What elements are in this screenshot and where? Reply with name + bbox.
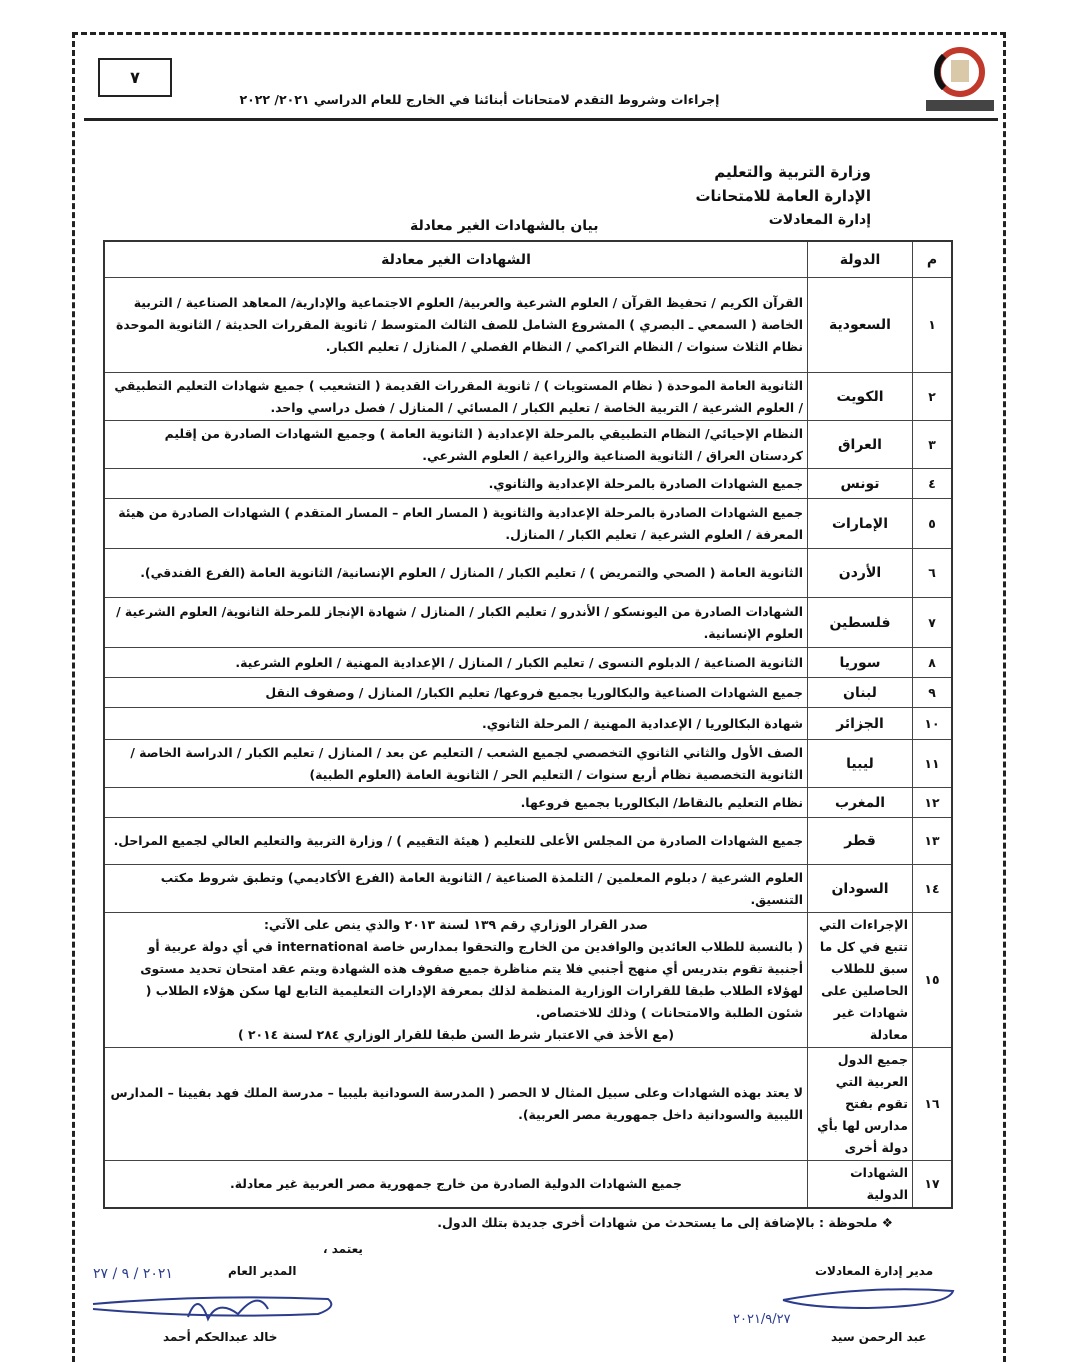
column-header-certificates: الشهادات الغير معادلة	[104, 241, 808, 278]
ministry-name: وزارة التربية والتعليم	[714, 163, 871, 181]
general-director-handwriting: ٢٠٢١ / ٩ / ٢٧	[93, 1266, 173, 1282]
certificate-text: ( بالنسبة للطلاب العائدين والوافدين من الخارج والتحقوا بمدارس خاصة international في أي دولة عربية أو أجنبية تقوم بتدريس أي منهج أجنبي فلا يتم مناظرة جميع صفوف هذه الشهادة ويتم عقد امتحان تحديد مستوى لهؤلاء الطلاب طبقا للقرارات الوزارية المنظمة لذلك بمعرفة الإدارات التعليمية التابع لها سكن هؤلاء الطلاب ( شئون الطلبة والامتحانات ) وذلك للاختصاص.	[140, 939, 803, 1020]
general-director-signature	[88, 1282, 338, 1328]
certificate-text: الثانوية العامة الموحدة ( نظام المستويات ) / ثانوية المقررات القديمة ( التشعيب ) جميع شهادات التعليم التطبيقي / العلوم الشرعية / التربية الخاصة / تعليم الكبار / المسائي / المنازل / فصل دراسي واحد.	[114, 377, 803, 415]
general-director-title: المدير العام	[228, 1264, 297, 1278]
row-country: الشهادات الدولية	[808, 1161, 913, 1209]
row-country: المغرب	[808, 788, 913, 818]
row-number: ١٥	[913, 913, 953, 1048]
ministry-logo	[922, 44, 998, 112]
equivalence-director-title: مدير إدارة المعادلات	[815, 1264, 934, 1278]
equivalence-department: إدارة المعادلات	[768, 212, 871, 228]
column-header-country: الدولة	[808, 241, 913, 278]
row-number: ٩	[913, 678, 953, 708]
table-row	[104, 708, 952, 740]
row-certificates	[104, 740, 808, 788]
general-director-name: خالد عبدالحكم أحمد	[163, 1330, 278, 1344]
footnote: ❖ ملحوظة : بالإضافة إلى ما يستحدث من شهادات أخرى جديدة بتلك الدول.	[437, 1215, 893, 1230]
row-number: ٥	[913, 499, 953, 549]
row-certificates	[104, 1161, 808, 1209]
certificate-text: الصف الأول والثاني الثانوي التخصصي لجميع الشعب / التعليم عن بعد / المنازل / تعليم الكبار / الدراسة الخاصة / الثانوية التخصصية نظام أربع سنوات / التعليم الحر / الثانوية العامة (العلوم الطبية)	[130, 744, 803, 782]
certificate-text: نظام التعليم بالنقاط/ البكالوريا بجميع فروعها.	[520, 794, 803, 810]
row-country: ليبيا	[808, 740, 913, 788]
equivalence-director-handwriting: ٢٠٢١/٩/٢٧	[733, 1312, 791, 1327]
statement-title: بيان بالشهادات الغير معادلة	[410, 218, 599, 234]
table-row	[104, 278, 952, 373]
certificate-text: (مع الأخذ في الاعتبار شرط السن طبقا للقرار الوزاري ٢٨٤ لسنة ٢٠١٤ )	[237, 1027, 675, 1042]
table-row	[104, 598, 952, 648]
row-country: فلسطين	[808, 598, 913, 648]
row-country: الكويت	[808, 373, 913, 421]
table-row	[104, 1048, 952, 1161]
row-country: جميع الدول العربية التي تقوم بفتح مدارس لها بأي دولة أخرى	[808, 1048, 913, 1161]
row-number: ١٢	[913, 788, 953, 818]
row-certificates	[104, 278, 808, 373]
row-number: ١٣	[913, 818, 953, 865]
table-row	[104, 469, 952, 499]
table-row	[104, 788, 952, 818]
non-equivalent-certificates-table	[103, 240, 953, 1209]
row-number: ٧	[913, 598, 953, 648]
row-number: ٤	[913, 469, 953, 499]
table-row	[104, 499, 952, 549]
document-body	[93, 240, 953, 1358]
row-certificates	[104, 1048, 808, 1161]
row-certificates	[104, 818, 808, 865]
general-administration: الإدارة العامة للامتحانات	[695, 187, 871, 205]
certificate-text: الثانوية العامة ( الصحي والتمريض ) / تعليم الكبار / المنازل / العلوم الإنسانية/ الثانوية العامة (الفرع الفندقي).	[140, 565, 803, 580]
row-number: ٦	[913, 549, 953, 598]
row-certificates	[104, 469, 808, 499]
row-number: ١١	[913, 740, 953, 788]
row-country: سوريا	[808, 648, 913, 678]
table-row	[104, 1161, 952, 1209]
row-country: الجزائر	[808, 708, 913, 740]
certificate-text: صدر القرار الوزاري رقم ١٣٩ لسنة ٢٠١٣ والذي ينص على الآتي:	[263, 917, 649, 932]
table-row	[104, 373, 952, 421]
table-header-row	[104, 241, 952, 278]
table-row	[104, 913, 952, 1048]
row-certificates	[104, 421, 808, 469]
table-row	[104, 818, 952, 865]
table-row	[104, 865, 952, 913]
table-row	[104, 549, 952, 598]
row-country: الإجراءات التي تتبع في كل ما سبق للطلاب الحاصلين على شهادات غير معادلة	[808, 913, 913, 1048]
row-number: ١	[913, 278, 953, 373]
row-country: العراق	[808, 421, 913, 469]
table-row	[104, 648, 952, 678]
certificate-text: شهادة البكالوريا / الإعدادية المهنية / المرحلة الثانوي.	[481, 715, 803, 731]
certificate-text: جميع الشهادات الصادرة من المجلس الأعلى للتعليم ( هيئة التقييم ) / وزارة التربية والتعليم العالي لجميع المراحل.	[113, 833, 803, 848]
certificate-text: القرآن الكريم / تحفيظ القرآن / العلوم الشرعية والعربية/ العلوم الاجتماعية والإدارية/ المعاهد الصناعية / التربية الخاصة ( السمعي ـ البصري ) المشروع الشامل للصف الثالث المتوسط / ثانوية المقررات الحديثة / الثانوية الموحدة نظام الثلاث سنوات / النظام التراكمي / النظام الفصلي / المنازل / تعليم الكبار.	[116, 295, 803, 354]
row-certificates	[104, 788, 808, 818]
row-country: تونس	[808, 469, 913, 499]
row-country: قطر	[808, 818, 913, 865]
header-divider	[84, 118, 998, 121]
certificate-text: النظام الإحيائي/ النظام التطبيقي بالمرحلة الإعدادية ( الثانوية العامة ) وجميع الشهادات الصادرة من إقليم كردستان العراق / الثانوية الصناعية والزراعية / العلوم الشرعي.	[164, 425, 803, 463]
row-certificates	[104, 678, 808, 708]
certificate-text: لا يعتد بهذه الشهادات وعلى سبيل المثال لا الحصر ( المدرسة السودانية بليبيا – مدرسة الملك فهد بفيينا – المدارس الليبية والسودانية داخل جمهورية مصر العربية).	[110, 1085, 803, 1122]
row-certificates	[104, 549, 808, 598]
table-row	[104, 740, 952, 788]
row-certificates	[104, 865, 808, 913]
approval-label: يعتمد ،	[323, 1242, 363, 1256]
row-certificates	[104, 373, 808, 421]
row-number: ١٠	[913, 708, 953, 740]
table-row	[104, 421, 952, 469]
page-number: ٧	[130, 68, 140, 87]
ministry-block	[695, 160, 871, 232]
row-number: ١٧	[913, 1161, 953, 1209]
document-header-title: إجراءات وشروط التقدم لامتحانات أبنائنا في الخارج للعام الدراسي ٢٠٢١/ ٢٠٢٢	[239, 92, 720, 107]
row-number: ٨	[913, 648, 953, 678]
row-country: الإمارات	[808, 499, 913, 549]
certificate-text: جميع الشهادات الصادرة بالمرحلة الإعدادية والثانوية ( المسار العام – المسار المتقدم ) الشهادات الصادرة من هيئة المعرفة / العلوم الشرعية / تعليم الكبار / المنازل.	[118, 504, 803, 542]
certificate-text: جميع الشهادات الصناعية والبكالوريا بجميع فروعها/ تعليم الكبار/ المنازل / وصفوف النقل	[265, 684, 803, 700]
row-country: السعودية	[808, 278, 913, 373]
row-certificates	[104, 708, 808, 740]
row-number: ٢	[913, 373, 953, 421]
row-number: ٣	[913, 421, 953, 469]
row-certificates	[104, 499, 808, 549]
row-certificates	[104, 598, 808, 648]
certificate-text: جميع الشهادات الدولية الصادرة من خارج جمهورية مصر العربية غير معادلة.	[230, 1176, 682, 1191]
row-certificates	[104, 648, 808, 678]
equivalence-director-name: عبد الرحمن سيد	[831, 1330, 927, 1344]
equivalence-director-signature	[778, 1282, 958, 1312]
column-header-number: م	[913, 241, 953, 278]
signature-area	[93, 1238, 953, 1358]
certificate-text: جميع الشهادات الصادرة بالمرحلة الإعدادية والثانوي.	[488, 475, 803, 491]
certificate-text: العلوم الشرعية / دبلوم المعلمين / التلمذة الصناعية / الثانوية العامة (الفرع الأكاديمي) وتطبق شروط مكتب التنسيق.	[160, 869, 803, 907]
row-certificates	[104, 913, 808, 1048]
row-country: الأردن	[808, 549, 913, 598]
row-country: لبنان	[808, 678, 913, 708]
page-number-box	[98, 58, 172, 97]
row-number: ١٦	[913, 1048, 953, 1161]
certificate-text: الشهادات الصادرة من اليونسكو / الأندرو / تعليم الكبار / المنازل / شهادة الإنجاز للمرحلة الثانوية/ العلوم الشرعية / العلوم الإنسانية.	[116, 603, 803, 641]
row-country: السودان	[808, 865, 913, 913]
certificate-text: الثانوية الصناعية / الدبلوم النسوى / تعليم الكبار / المنازل / الإعدادية المهنية / العلوم الشرعية.	[235, 654, 803, 670]
row-number: ١٤	[913, 865, 953, 913]
table-row	[104, 678, 952, 708]
